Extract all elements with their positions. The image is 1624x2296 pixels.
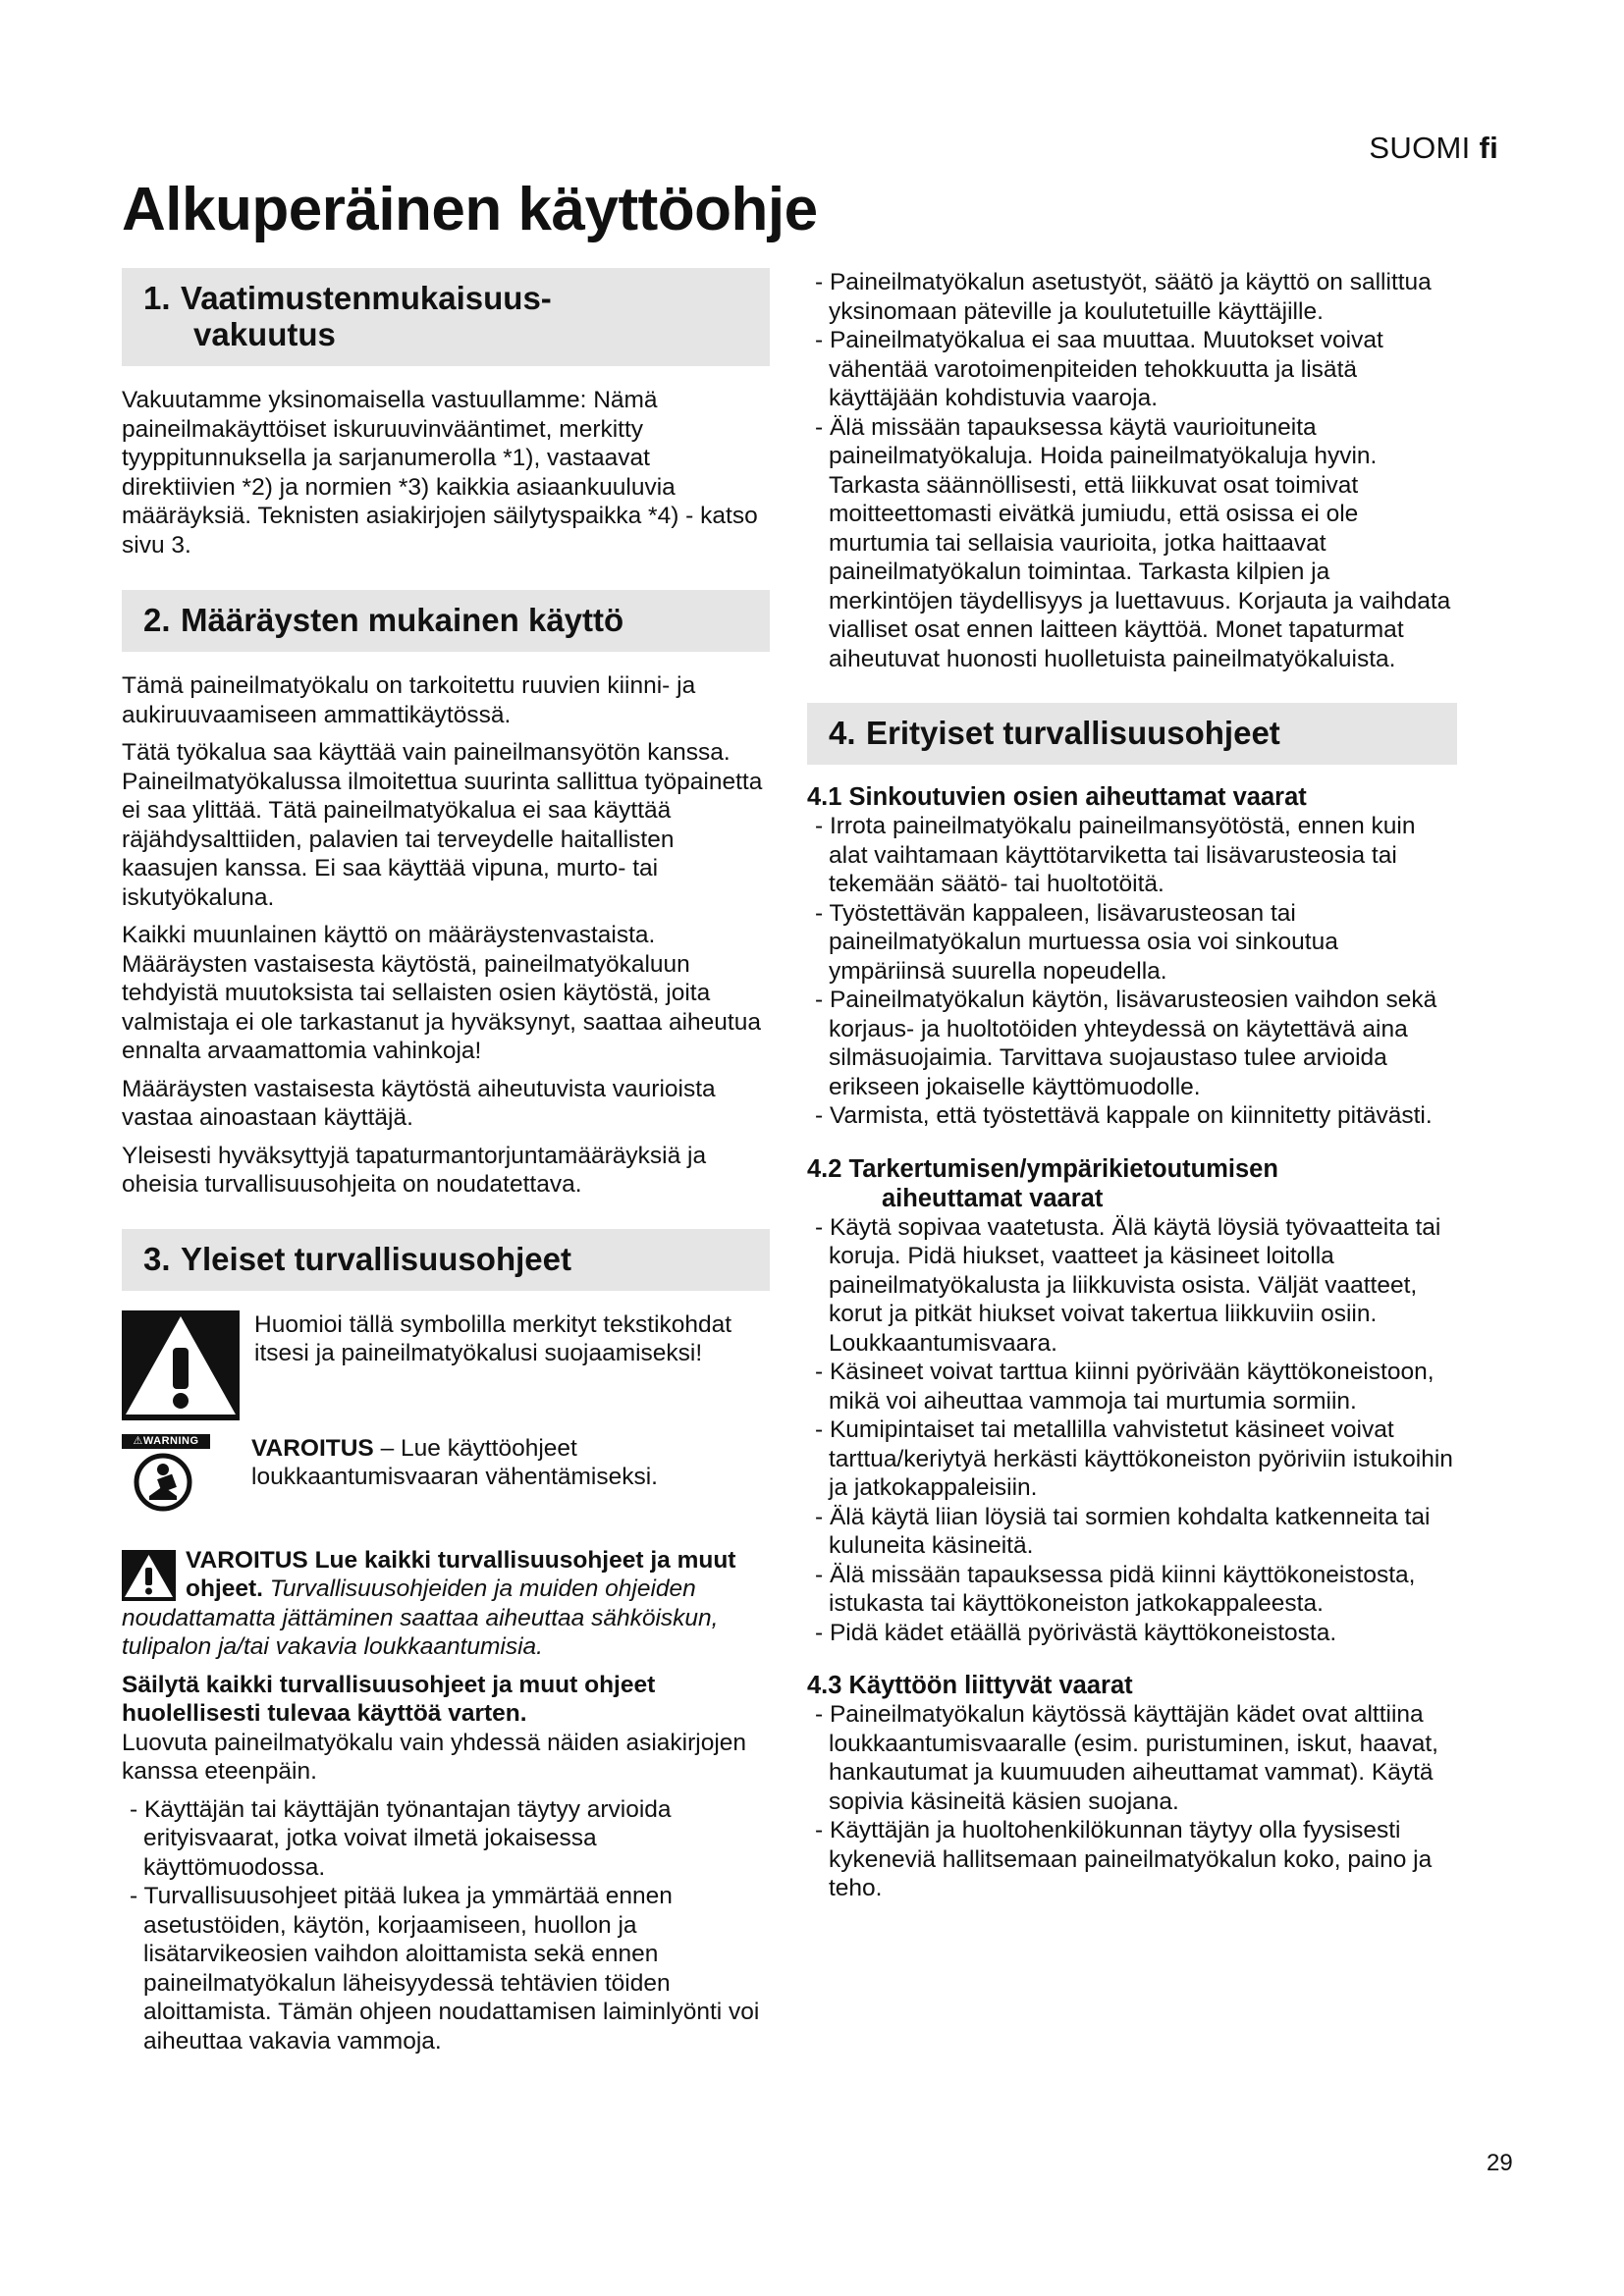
section-4-heading	[807, 703, 1457, 765]
section-number: 4.	[829, 715, 856, 751]
symbol-note-text: Huomioi tällä symbolilla merkityt tekstikohdat itsesi ja paineilmatyökalusi suojaamiseksi!	[254, 1310, 732, 1366]
section-number: 2.	[143, 602, 171, 638]
list-item: - Älä käytä liian löysiä tai sormien kohdalta katkenneita tai kuluneita käsineitä.	[815, 1503, 1431, 1559]
section-number: 1.	[143, 280, 171, 316]
warning-triangle-icon	[122, 1310, 240, 1420]
paragraph: Tätä työkalua saa käyttää vain paineilmansyötön kanssa. Paineilmatyökalussa ilmoitettua suurinta sallittua työpainetta ei saa ylittää. Tätä paineilmatyökalua ei saa käyttää räjähdysalttiiden, palavien tai terveydelle haitallisten kaasujen kanssa. Ei saa käyttää vipuna, murto- tai iskutyökaluna.	[122, 739, 763, 911]
language-label	[1369, 131, 1498, 166]
list-item: - Paineilmatyökalua ei saa muuttaa. Muutokset voivat vähentää varotoimenpiteiden tehokkuutta ja lisätä käyttäjään kohdistuvia vaaroja.	[815, 327, 1383, 411]
keep-instructions-text: Luovuta paineilmatyökalu vain yhdessä näiden asiakirjojen kanssa eteenpäin.	[122, 1729, 747, 1785]
list-item: - Älä missään tapauksessa pidä kiinni käyttökoneistosta, istukasta tai käyttökoneiston jatkokappaleesta.	[815, 1561, 1416, 1617]
paragraph: Kaikki muunlainen käyttö on määräystenvastaista. Määräysten vastaisesta käytöstä, paineilmatyökaluun tehdyistä muutoksista tai sellaisten osien käytöstä, joita valmistaja ei ole tarkastanut ja hyväksynyt, saattaa aiheutua ennalta arvaamattomia vahinkoja!	[122, 922, 761, 1064]
section-3-heading	[122, 1229, 770, 1291]
subsection-title: 4.2 Tarkertumisen/ympärikietoutumisen	[807, 1154, 1278, 1183]
warning-band-label: ⚠WARNING	[122, 1434, 210, 1449]
list-item: - Käyttäjän ja huoltohenkilökunnan täytyy olla fyysisesti kykeneviä hallitsemaan paineilmatyökalun koko, paino ja teho.	[815, 1817, 1433, 1901]
language-name: SUOMI	[1369, 131, 1471, 165]
right-column	[807, 268, 1457, 1903]
section-title: Yleiset turvallisuusohjeet	[181, 1240, 571, 1277]
subsection-4-1-title: 4.1 Sinkoutuvien osien aiheuttamat vaarat	[807, 783, 1307, 811]
document-title: Alkuperäinen käyttöohje	[122, 176, 818, 243]
varoitus-label: VAROITUS	[251, 1434, 374, 1462]
declaration-text: Vakuutamme yksinomaisella vastuullamme: Nämä paineilmakäyttöiset iskuruuvinvääntimet, merkitty tyyppitunnuksella ja sarjanumerolla *1), vastaavat direktiivien *2) ja normien *3) kaikkia asiaankuuluvia määräyksiä. Teknisten asiakirjojen säilytyspaikka *4) - katso sivu 3.	[122, 387, 758, 559]
list-item: - Paineilmatyökalun käytön, lisävarusteosien vaihdon sekä korjaus- ja huoltotöiden yhteydessä on käytettävä aina silmäsuojaimia. Tarvittava suojaustaso tulee arvioida erikseen jokaiselle käyttömuodolle.	[815, 987, 1437, 1100]
list-item: - Käsineet voivat tarttua kiinni pyörivään käyttökoneistoon, mikä voi aiheuttaa vammoja tai murtumia sormiin.	[815, 1359, 1435, 1415]
list-item: - Pidä kädet etäällä pyörivästä käyttökoneistosta.	[815, 1619, 1337, 1646]
section-number: 3.	[143, 1240, 171, 1277]
list-item: - Käytä sopivaa vaatetusta. Älä käytä löysiä työvaatteita tai koruja. Pidä hiukset, vaatteet ja käsineet loitolla paineilmatyökalusta ja liikkuvista osista. Väljät vaatteet, korut ja pitkät hiukset voivat takertua liikkuviin osiin. Loukkaantumisvaara.	[815, 1213, 1441, 1357]
general-warning-paragraph	[122, 1546, 770, 1662]
paragraph: Tämä paineilmatyökalu on tarkoitettu ruuvien kiinni- ja aukiruuvaamiseen ammattikäytössä.	[122, 672, 696, 728]
section-2-heading	[122, 590, 770, 652]
list-item: - Käyttäjän tai käyttäjän työnantajan täytyy arvioida erityisvaarat, jotka voivat ilmetä jokaisessa käyttömuodossa.	[130, 1795, 672, 1881]
subsection-4-3-title: 4.3 Käyttöön liittyvät vaarat	[807, 1672, 1133, 1699]
paragraph: Yleisesti hyväksyttyjä tapaturmantorjuntamääräyksiä ja oheisia turvallisuusohjeita on noudatettava.	[122, 1142, 707, 1198]
warning-triangle-small-icon	[122, 1550, 176, 1601]
read-manual-text	[122, 1434, 770, 1492]
list-item: - Työstettävän kappaleen, lisävarusteosan tai paineilmatyökalun murtuessa osia voi sinkoutua ympäriinsä suurella nopeudella.	[815, 899, 1338, 985]
section-title: Vaatimustenmukaisuus-	[181, 280, 552, 316]
list-item: - Irrota paineilmatyökalu paineilmansyötöstä, ennen kuin alat vaihtamaan käyttötarviketta tai lisävarusteosia tai tekemään säätö- tai huoltotöitä.	[815, 813, 1416, 897]
read-manual-block	[122, 1434, 770, 1521]
page-number: 29	[1487, 2150, 1513, 2176]
language-code: fi	[1479, 131, 1498, 165]
section-1-heading	[122, 268, 770, 366]
subsection-4-2-title	[807, 1154, 1457, 1213]
read-manual-sign	[122, 1434, 210, 1512]
section-title: Erityiset turvallisuusohjeet	[866, 715, 1280, 751]
general-warning-italic: Turvallisuusohjeiden ja muiden ohjeiden noudattamatta jättäminen saattaa aiheuttaa sähköiskun, tulipalon ja/tai vakavia loukkaantumisia.	[122, 1575, 719, 1660]
subsection-title-continued: aiheuttamat vaarat	[882, 1184, 1104, 1212]
list-item: - Turvallisuusohjeet pitää lukea ja ymmärtää ennen asetustöiden, käytön, korjaamiseen, huollon ja lisätarvikeosien vaihdon aloittamista sekä ennen paineilmatyökalun läheisyydessä tehtävien töiden aloittamista. Tämän ohjeen noudattamisen laiminlyönti voi aiheuttaa vakavia vammoja.	[130, 1883, 760, 2055]
left-column	[122, 268, 770, 2056]
paragraph: Määräysten vastaisesta käytöstä aiheutuvista vaurioista vastaa ainoastaan käyttäjä.	[122, 1075, 716, 1131]
list-item: - Kumipintaiset tai metallilla vahvistetut käsineet voivat tarttua/keriytyä herkästi käyttökoneiston pyöriviin istukoihin ja jatkokappaleisiin.	[815, 1416, 1453, 1501]
list-item: - Paineilmatyökalun käytössä käyttäjän kädet ovat alttiina loukkaantumisvaaralle (esim. puristuminen, iskut, haavat, hankautumat ja kuumuuden aiheuttamat vammat). Käytä sopivia käsineitä käsien suojana.	[815, 1701, 1438, 1815]
symbol-note-block	[122, 1310, 770, 1426]
varoitus-text: – Lue käyttöohjeet loukkaantumisvaaran vähentämiseksi.	[251, 1434, 658, 1490]
list-item: - Paineilmatyökalun asetustyöt, säätö ja käyttö on sallittua yksinomaan päteville ja koulutetuille käyttäjille.	[815, 269, 1432, 325]
list-item: - Varmista, että työstettävä kappale on kiinnitetty pitävästi.	[815, 1102, 1433, 1129]
keep-instructions-bold: Säilytä kaikki turvallisuusohjeet ja muut ohjeet huolellisesti tulevaa käyttöä varten.	[122, 1671, 656, 1727]
section-title: Määräysten mukainen käyttö	[181, 602, 624, 638]
list-item: - Älä missään tapauksessa käytä vaurioituneita paineilmatyökaluja. Hoida paineilmatyökaluja hyvin. Tarkasta säännöllisesti, että liikkuvat osat toimivat moitteettomasti eivätkä jumiudu, että osissa ei ole murtumia tai sellaisia vaurioita, jotka haittaavat paineilmatyökalun toimintaa. Tarkasta kilpien ja merkintöjen täydellisyys ja luettavuus. Korjauta ja vaihdata vialliset osat ennen laitteen käyttöä. Monet tapaturmat aiheutuvat huonosti huolletuista paineilmatyökaluista.	[815, 413, 1451, 672]
general-warning-bold: VAROITUS Lue kaikki turvallisuusohjeet ja muut ohjeet.	[186, 1546, 736, 1602]
section-title-continued: vakuutus	[193, 316, 336, 352]
read-manual-icon	[134, 1453, 192, 1512]
